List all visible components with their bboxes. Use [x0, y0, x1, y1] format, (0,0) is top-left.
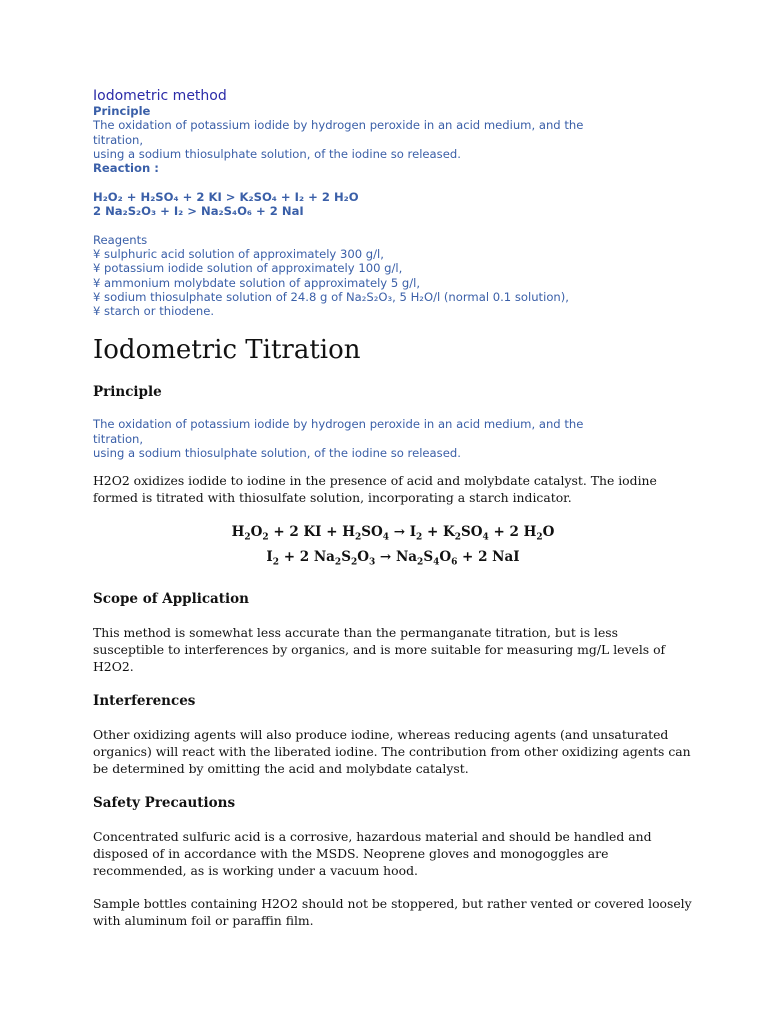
reagent-item: ¥ starch or thiodene.: [93, 304, 215, 319]
principle-block: [93, 417, 693, 460]
principle-heading: Principle: [93, 384, 162, 401]
reaction-label: Reaction :: [93, 161, 159, 176]
equation-2: $I_2 + 2$ $Na_2S_2O_3 \to Na_2S_4O_6 + 2$ NaI: [266, 549, 520, 568]
reagent-item: ¥ sodium thiosulphate solution of 24.8 g of Na₂S₂O₃, 5 H₂O/l (normal 0.1 solution),: [93, 289, 569, 304]
principle-line: using a sodium thiosulphate solution, of the iodine so released.: [93, 146, 461, 161]
reagent-item: ¥ sulphuric acid solution of approximately 300 g/l,: [93, 246, 384, 261]
doc-title: Iodometric method: [93, 88, 227, 104]
safety-paragraph-2: Sample bottles containing H2O2 should not be stoppered, but rather vented or covered loosely with aluminum foil or paraffin film.: [93, 895, 692, 928]
top-section: [93, 88, 693, 318]
reagents-label: Reagents: [93, 232, 148, 247]
scope-heading: Scope of Application: [93, 590, 249, 607]
safety-heading: Safety Precautions: [93, 794, 236, 811]
equation-1: $H_2O_2 + 2$ KI + $H_2SO_4 \to I_2 + K_2SO_4 + 2$ $H_2O$: [231, 524, 555, 544]
safety-paragraph-1: Concentrated sulfuric acid is a corrosive, hazardous material and should be handled and disposed of in accordance with the MSDS. Neoprene gloves and monogoggles are recommended, as is working under a vacuum hood.: [93, 828, 652, 878]
equations-block: [93, 523, 693, 572]
interferences-heading: Interferences: [93, 692, 196, 709]
document-page: [93, 88, 693, 929]
principle-line: using a sodium thiosulphate solution, of the iodine so released.: [93, 446, 461, 461]
reaction-line: H₂O₂ + H₂SO₄ + 2 KI > K₂SO₄ + I₂ + 2 H₂O: [93, 189, 359, 204]
principle-line: The oxidation of potassium iodide by hydrogen peroxide in an acid medium, and the: [93, 118, 584, 133]
reaction-line: 2 Na₂S₂O₃ + I₂ > Na₂S₄O₆ + 2 NaI: [93, 204, 304, 219]
scope-paragraph: This method is somewhat less accurate than the permanganate titration, but is less susceptible to interferences by organics, and is more suitable for measuring mg/L levels of H2O2.: [93, 624, 666, 674]
principle-label: Principle: [93, 104, 151, 118]
principle-line: titration,: [93, 132, 144, 147]
interferences-paragraph: Other oxidizing agents will also produce iodine, whereas reducing agents (and unsaturated organics) will react with the liberated iodine. The contribution from other oxidizing agents can be determined by omitting the acid and molybdate catalyst.: [93, 726, 691, 776]
principle-line: titration,: [93, 431, 144, 446]
intro-paragraph: H2O2 oxidizes iodide to iodine in the presence of acid and molybdate catalyst. The iodine formed is titrated with thiosulfate solution, incorporating a starch indicator.: [93, 473, 657, 506]
reagent-item: ¥ ammonium molybdate solution of approximately 5 g/l,: [93, 275, 421, 290]
principle-line: The oxidation of potassium iodide by hydrogen peroxide in an acid medium, and the: [93, 417, 584, 432]
reagent-item: ¥ potassium iodide solution of approximately 100 g/l,: [93, 261, 403, 276]
page-title: Iodometric Titration: [93, 335, 361, 366]
